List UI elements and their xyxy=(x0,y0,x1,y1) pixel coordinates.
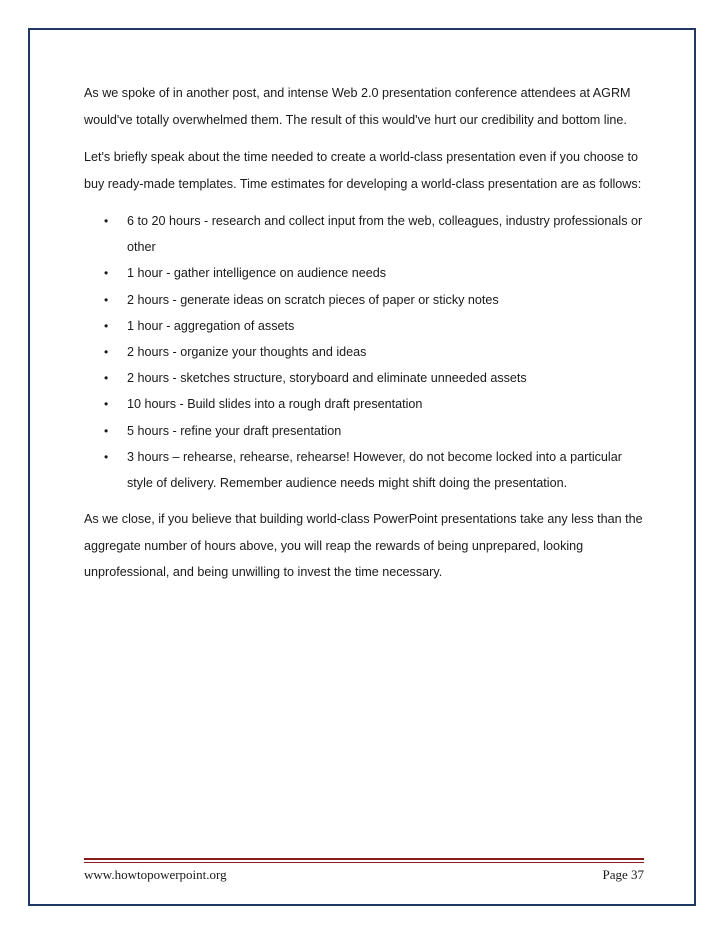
list-item-text: 10 hours - Build slides into a rough draft presentation xyxy=(127,397,423,412)
list-item xyxy=(84,287,650,313)
list-item xyxy=(84,260,650,286)
bullet-icon: • xyxy=(104,214,109,228)
list-item-text: 6 to 20 hours - research and collect input from the web, colleagues, industry professionals or other xyxy=(127,214,643,255)
page-content xyxy=(84,80,650,597)
list-item-text: 5 hours - refine your draft presentation xyxy=(127,423,342,438)
bullet-icon: • xyxy=(104,318,109,333)
paragraph-conclusion: As we close, if you believe that building world-class PowerPoint presentations take any less than the aggregate number of hours above, you will reap the rewards of being unprepared, looking unprofessional, and being unwilling to invest the time necessary. xyxy=(84,512,643,580)
bullet-icon: • xyxy=(104,371,109,386)
list-item xyxy=(84,365,650,391)
time-estimate-list xyxy=(84,208,650,496)
bullet-icon: • xyxy=(104,266,109,281)
list-item-text: 3 hours – rehearse, rehearse, rehearse! However, do not become locked into a particular style of delivery. Remember audience needs might shift doing the presentation. xyxy=(127,449,622,491)
paragraph-intro: As we spoke of in another post, and intense Web 2.0 presentation conference attendees at AGRM would've totally overwhelmed them. The result of this would've hurt our credibility and bottom line. xyxy=(84,86,631,127)
paragraph-time-estimates: Let's briefly speak about the time needed to create a world-class presentation even if you choose to buy ready-made templates. Time estimates for developing a world-class presentation are as follows: xyxy=(84,150,642,191)
bullet-icon: • xyxy=(104,449,109,464)
list-item-text: 2 hours - organize your thoughts and ideas xyxy=(127,345,367,360)
page-number: Page 37 xyxy=(602,867,644,882)
bullet-icon: • xyxy=(104,397,109,412)
list-item xyxy=(84,418,650,444)
list-item xyxy=(84,313,650,339)
footer-rule-thin xyxy=(84,862,644,863)
bullet-icon: • xyxy=(104,345,109,360)
list-item xyxy=(84,208,650,260)
bullet-icon: • xyxy=(104,423,109,438)
footer-rule xyxy=(84,858,644,860)
list-item-text: 1 hour - aggregation of assets xyxy=(127,318,295,333)
list-item xyxy=(84,339,650,365)
bullet-icon: • xyxy=(104,292,109,307)
list-item-text: 2 hours - sketches structure, storyboard and eliminate unneeded assets xyxy=(127,371,527,386)
list-item xyxy=(84,444,650,496)
list-item xyxy=(84,391,650,417)
footer-website-link[interactable]: www.howtopowerpoint.org xyxy=(84,867,227,882)
list-item-text: 1 hour - gather intelligence on audience needs xyxy=(127,266,387,281)
page-footer xyxy=(84,867,644,885)
list-item-text: 2 hours - generate ideas on scratch pieces of paper or sticky notes xyxy=(127,292,499,307)
